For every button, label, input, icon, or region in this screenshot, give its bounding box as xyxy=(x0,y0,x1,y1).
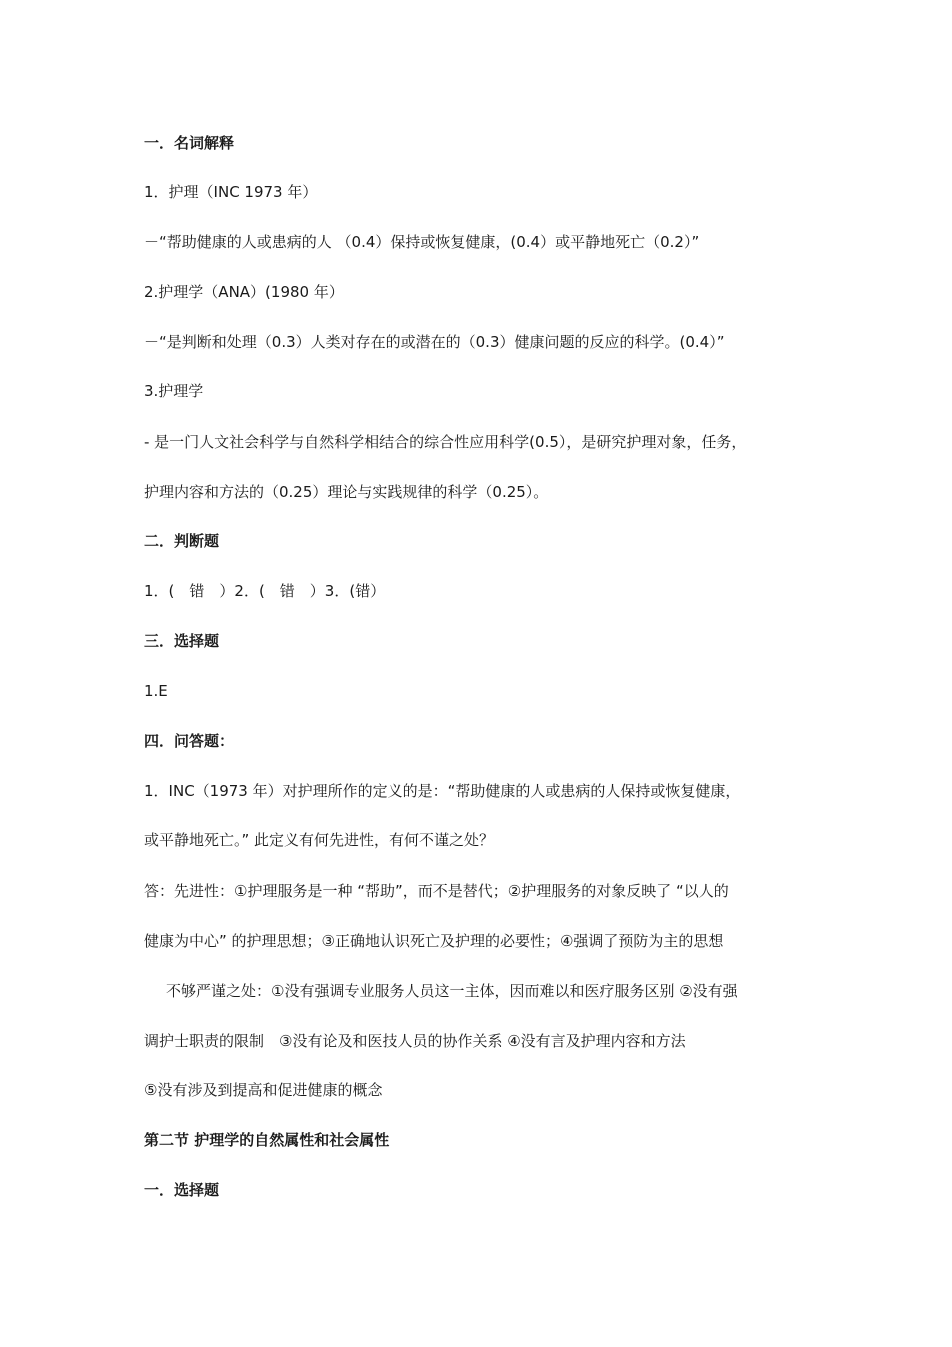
section-heading: 三．选择题 xyxy=(144,632,220,650)
term-definition: - 是一门人文社会科学与自然科学相结合的综合性应用科学(0.5），是研究护理对象，任务， xyxy=(144,433,747,451)
section-heading: 二．判断题 xyxy=(144,532,220,550)
answer-paragraph: 调护士职责的限制 ③没有论及和医技人员的协作关系 ④没有言及护理内容和方法 xyxy=(144,1032,686,1050)
section-heading: 一．选择题 xyxy=(144,1181,220,1199)
answer-paragraph: 答：先进性：①护理服务是一种 “帮助”，而不是替代；②护理服务的对象反映了 “以人的 xyxy=(144,882,729,900)
section-heading: 四．问答题： xyxy=(144,732,235,750)
answer-paragraph: 健康为中心” 的护理思想；③正确地认识死亡及护理的必要性；④强调了预防为主的思想 xyxy=(144,932,724,950)
answer-line: 1.E xyxy=(144,682,168,700)
term-title: 1．护理（INC 1973 年） xyxy=(144,183,318,201)
term-definition: －“是判断和处理（0.3）人类对存在的或潜在的（0.3）健康问题的反应的科学。(0.4）” xyxy=(144,333,725,351)
term-definition: 护理内容和方法的（0.25）理论与实践规律的科学（0.25）。 xyxy=(144,483,549,501)
answer-line: 1．( 错 ）2．( 错 ）3．(错） xyxy=(144,582,386,600)
chapter-heading: 第二节 护理学的自然属性和社会属性 xyxy=(144,1131,390,1149)
section-heading: 一．名词解释 xyxy=(144,134,235,152)
question-text: 或平静地死亡。” 此定义有何先进性，有何不谨之处？ xyxy=(144,831,495,849)
term-definition: －“帮助健康的人或患病的人 （0.4）保持或恢复健康，(0.4）或平静地死亡（0.2）” xyxy=(144,233,700,251)
answer-paragraph: ⑤没有涉及到提高和促进健康的概念 xyxy=(144,1081,383,1099)
term-title: 3.护理学 xyxy=(144,382,204,400)
answer-paragraph: 不够严谨之处：①没有强调专业服务人员这一主体，因而难以和医疗服务区别 ②没有强 xyxy=(166,982,738,1000)
question-text: 1．INC（1973 年）对护理所作的定义的是：“帮助健康的人或患病的人保持或恢复健康， xyxy=(144,782,741,800)
term-title: 2.护理学（ANA）(1980 年） xyxy=(144,283,344,301)
